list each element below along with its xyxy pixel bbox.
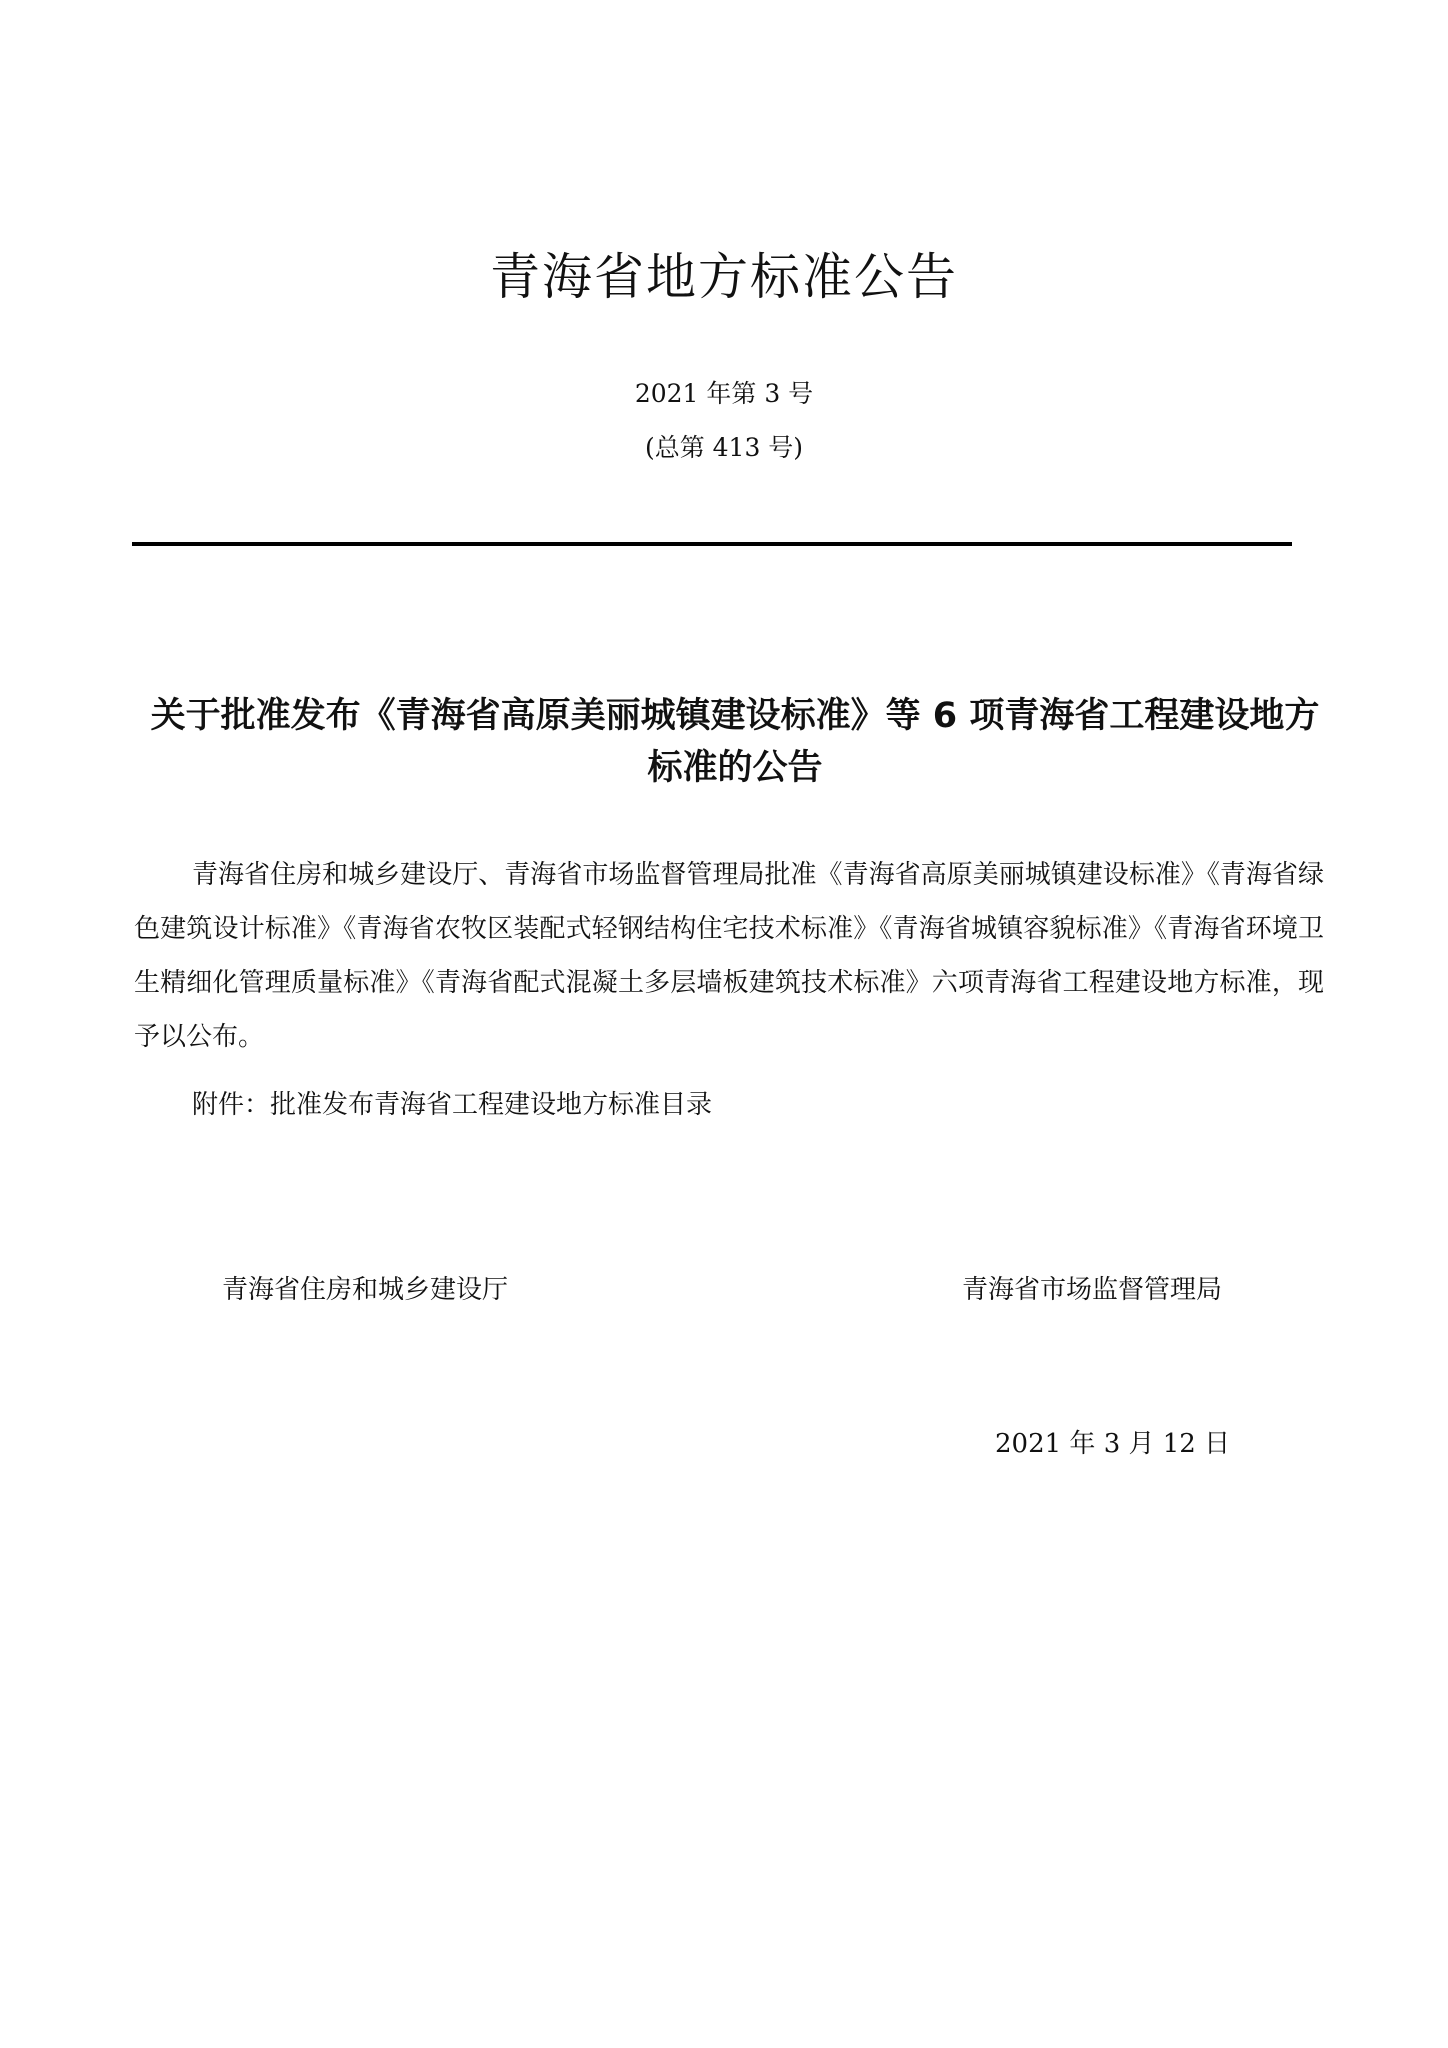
- attachment-line: 附件：批准发布青海省工程建设地方标准目录: [192, 1090, 713, 1120]
- document-number: 2021 年第 3 号: [634, 379, 814, 408]
- notice-headline: 关于批准发布《青海省高原美丽城镇建设标准》等 6 项青海省工程建设地方标准的公告: [150, 696, 1320, 788]
- issuer-housing-department: 青海省住房和城乡建设厅: [222, 1275, 509, 1305]
- issuer-market-regulation: 青海省市场监督管理局: [962, 1275, 1223, 1305]
- notice-body: 青海省住房和城乡建设厅、青海省市场监督管理局批准《青海省高原美丽城镇建设标准》《青海省绿色建筑设计标准》《青海省农牧区装配式轻钢结构住宅技术标准》《青海省城镇容貌标准》《青海省环境卫生精细化管理质量标准》《青海省配式混凝土多层墙板建筑技术标准》六项青海省工程建设地方标准，现予以公布。: [134, 860, 1324, 1052]
- page-title: 青海省地方标准公告: [490, 248, 958, 306]
- document-total-number: (总第 413 号): [644, 433, 804, 462]
- header-divider: [132, 542, 1292, 546]
- issue-date: 2021 年 3 月 12 日: [995, 1429, 1231, 1459]
